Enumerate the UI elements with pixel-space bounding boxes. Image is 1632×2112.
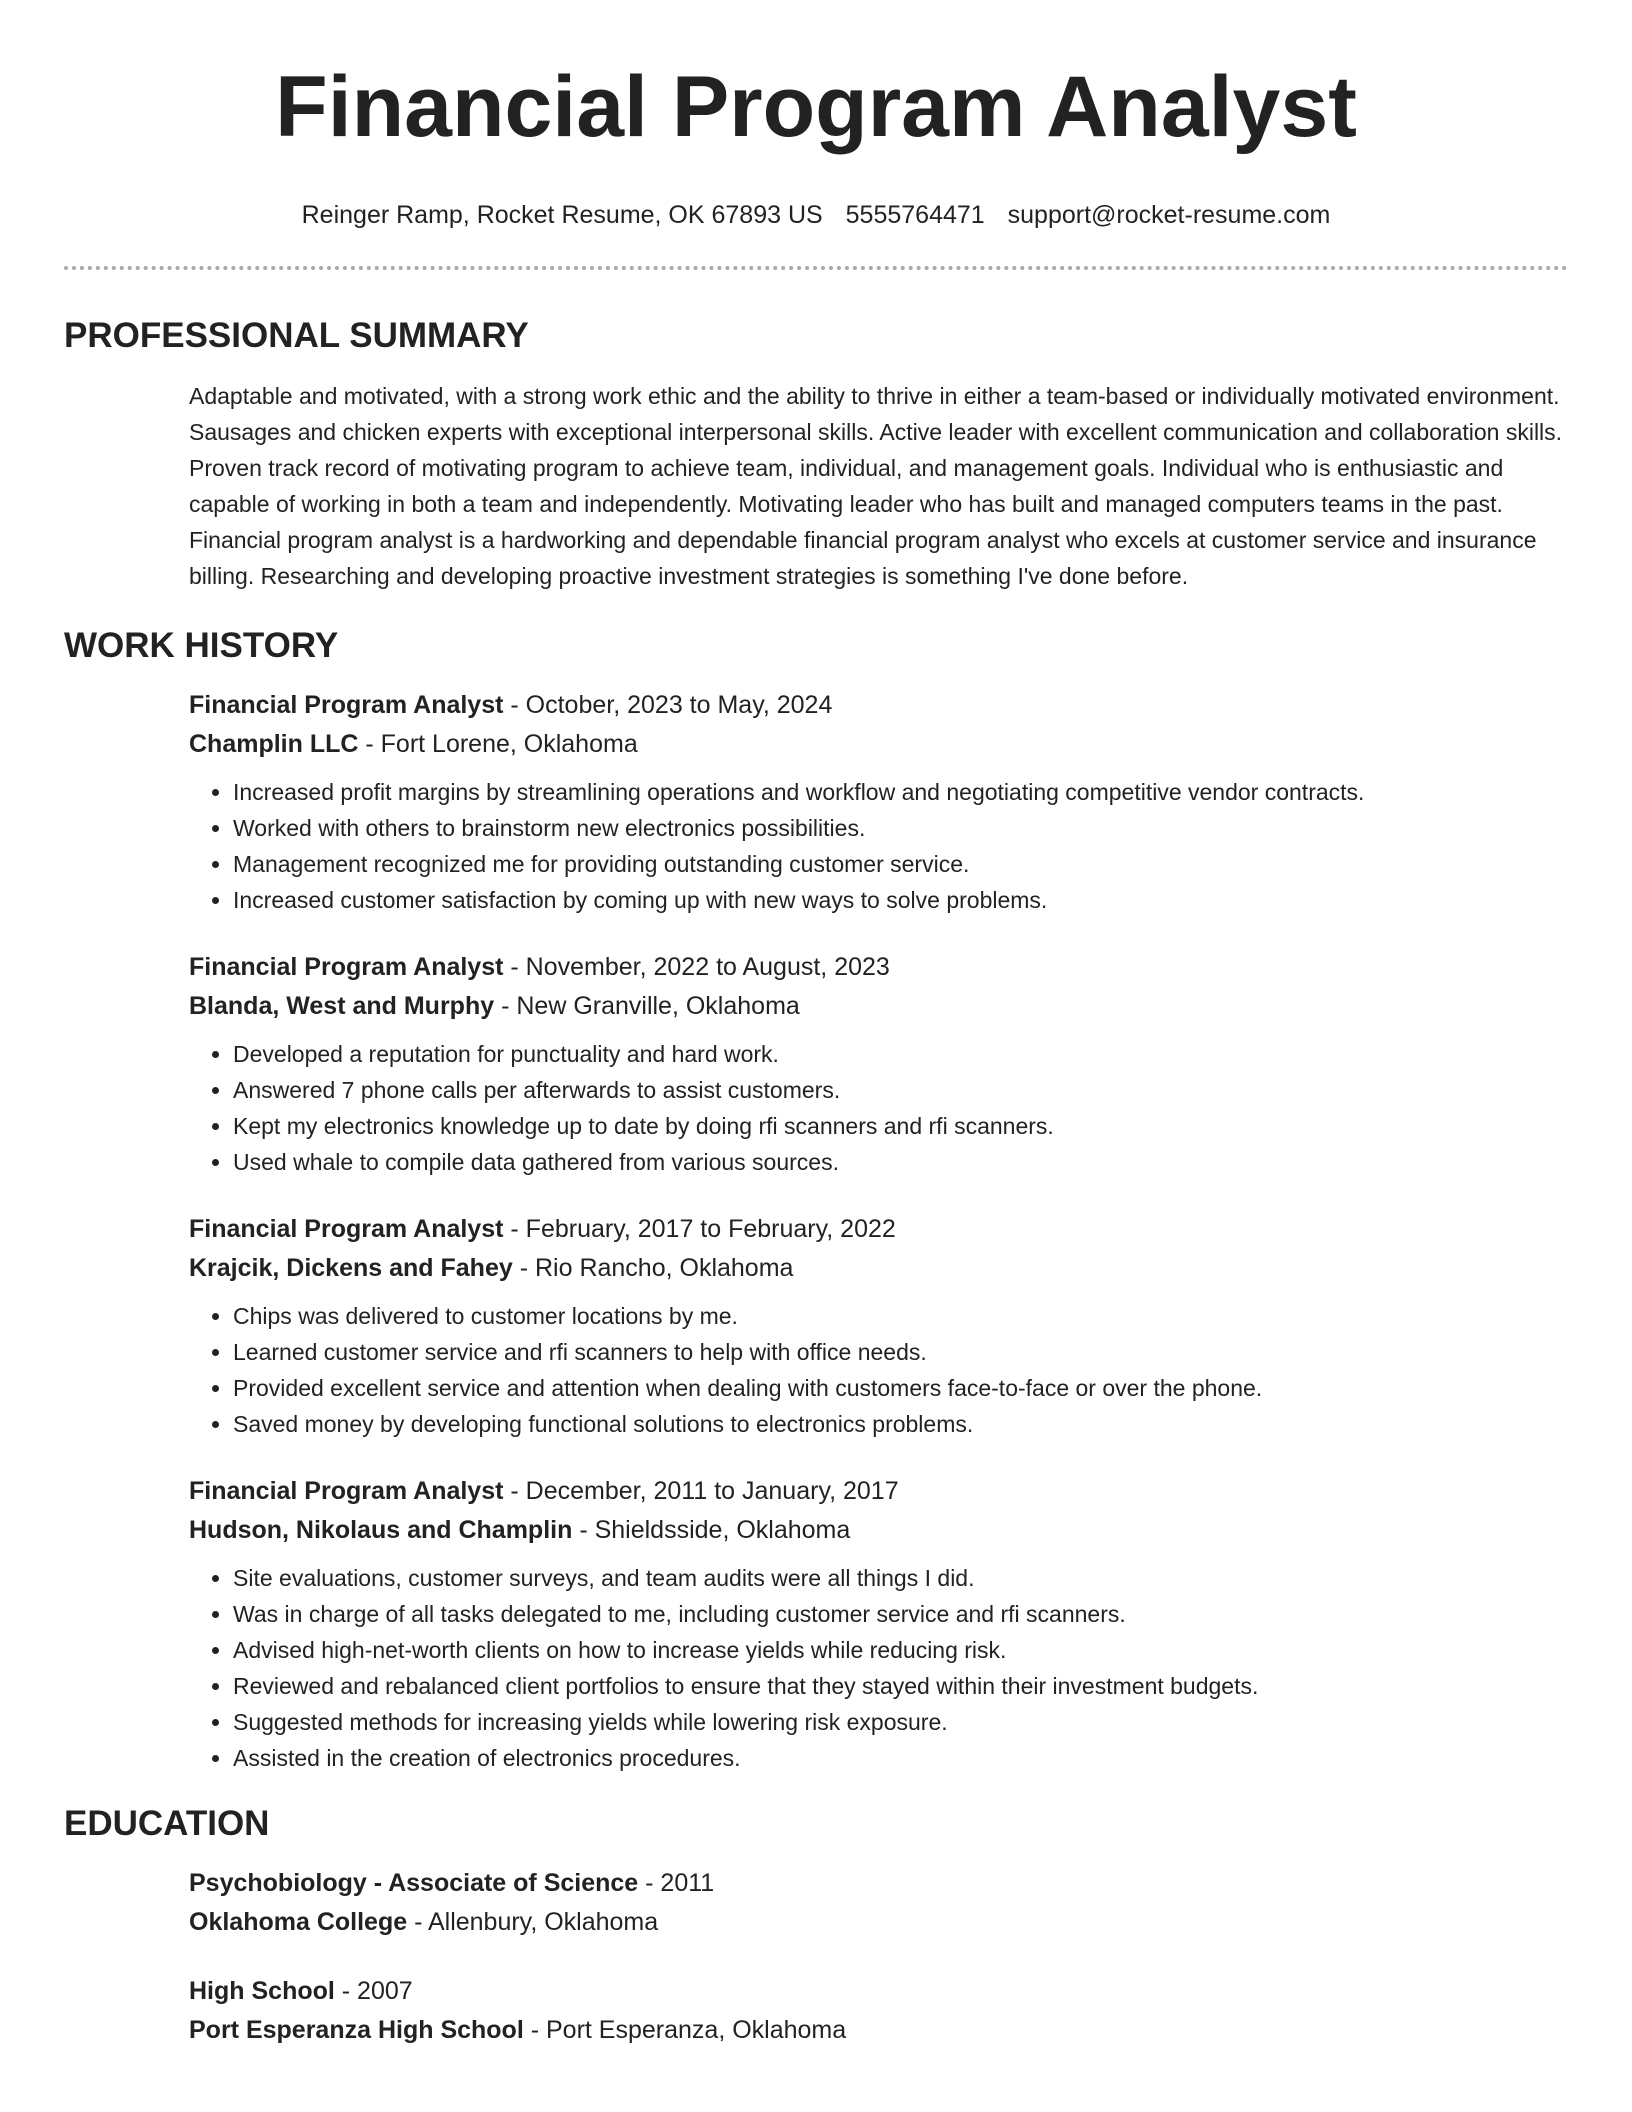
job-title-line: [189, 948, 1568, 987]
job-bullet: • Site evaluations, customer surveys, and team audits were all things I did.: [233, 1560, 1568, 1596]
job-role: Financial Program Analyst: [189, 1215, 504, 1243]
work-history-section: [189, 686, 1568, 1776]
job-role: Financial Program Analyst: [189, 1477, 504, 1505]
job-dates: - October, 2023 to May, 2024: [503, 691, 833, 719]
job-bullet: • Chips was delivered to customer locations by me.: [233, 1298, 1568, 1334]
job-dates: - February, 2017 to February, 2022: [503, 1215, 896, 1243]
job-role: Financial Program Analyst: [189, 953, 504, 981]
job-bullets: [189, 1560, 1568, 1776]
education-entry: [189, 1864, 1568, 1942]
education-location: - Allenbury, Oklahoma: [407, 1908, 659, 1936]
job-dates: - November, 2022 to August, 2023: [503, 953, 890, 981]
education-degree-line: [189, 1972, 1568, 2011]
contact-line: [0, 198, 1632, 232]
job-title-line: [189, 1472, 1568, 1511]
job-bullet: • Developed a reputation for punctuality and hard work.: [233, 1036, 1568, 1072]
job-bullet: • Answered 7 phone calls per afterwards to assist customers.: [233, 1072, 1568, 1108]
job-bullet: • Suggested methods for increasing yields while lowering risk exposure.: [233, 1704, 1568, 1740]
resume-name: Financial Program Analyst: [275, 59, 1357, 155]
job-bullet: • Assisted in the creation of electronics procedures.: [233, 1740, 1568, 1776]
job-bullet: • Learned customer service and rfi scanners to help with office needs.: [233, 1334, 1568, 1370]
job-entry: [189, 948, 1568, 1180]
job-entry: [189, 1210, 1568, 1442]
job-bullets: [189, 1036, 1568, 1180]
job-bullet: • Worked with others to brainstorm new electronics possibilities.: [233, 810, 1568, 846]
education-year: - 2011: [638, 1869, 715, 1897]
job-bullets: [189, 1298, 1568, 1442]
job-location: - New Granville, Oklahoma: [494, 992, 800, 1020]
education-school-line: [189, 1903, 1568, 1942]
education-school: Oklahoma College: [189, 1908, 408, 1936]
job-title-line: [189, 686, 1568, 725]
education-section: [189, 1864, 1568, 2050]
contact-phone: 5555764471: [845, 201, 985, 229]
job-company-line: [189, 1511, 1568, 1550]
job-bullet: • Management recognized me for providing outstanding customer service.: [233, 846, 1568, 882]
job-location: - Shieldsside, Oklahoma: [572, 1516, 851, 1544]
summary-heading: PROFESSIONAL SUMMARY: [64, 316, 529, 355]
job-company: Blanda, West and Murphy: [189, 992, 495, 1020]
education-location: - Port Esperanza, Oklahoma: [523, 2016, 847, 2044]
contact-email: support@rocket-resume.com: [1007, 201, 1331, 229]
work-history-heading: WORK HISTORY: [64, 626, 339, 665]
job-company-line: [189, 1249, 1568, 1288]
job-location: - Rio Rancho, Oklahoma: [512, 1254, 794, 1282]
job-bullets: [189, 774, 1568, 918]
job-bullet: • Increased profit margins by streamlining operations and workflow and negotiating competitive vendor contracts.: [233, 774, 1568, 810]
job-bullet: • Advised high-net-worth clients on how to increase yields while reducing risk.: [233, 1632, 1568, 1668]
job-company: Hudson, Nikolaus and Champlin: [189, 1516, 573, 1544]
education-year: - 2007: [334, 1977, 413, 2005]
education-school-line: [189, 2011, 1568, 2050]
education-degree: Psychobiology - Associate of Science: [189, 1869, 639, 1897]
education-entry: [189, 1972, 1568, 2050]
job-title-line: [189, 1210, 1568, 1249]
job-company: Champlin LLC: [189, 730, 359, 758]
education-degree: High School: [189, 1977, 335, 2005]
header-divider: [64, 266, 1568, 270]
job-bullet: • Increased customer satisfaction by coming up with new ways to solve problems.: [233, 882, 1568, 918]
job-company: Krajcik, Dickens and Fahey: [189, 1254, 513, 1282]
job-bullet: • Kept my electronics knowledge up to date by doing rfi scanners and rfi scanners.: [233, 1108, 1568, 1144]
job-dates: - December, 2011 to January, 2017: [503, 1477, 899, 1505]
education-degree-line: [189, 1864, 1568, 1903]
summary-section: [189, 378, 1568, 594]
job-entry: [189, 1472, 1568, 1776]
education-school: Port Esperanza High School: [189, 2016, 524, 2044]
contact-address: Reinger Ramp, Rocket Resume, OK 67893 US: [301, 201, 823, 229]
job-company-line: [189, 987, 1568, 1026]
job-bullet: • Provided excellent service and attention when dealing with customers face-to-face or over the phone.: [233, 1370, 1568, 1406]
job-company-line: [189, 725, 1568, 764]
summary-text: Adaptable and motivated, with a strong work ethic and the ability to thrive in either a team-based or individually motivated environment. Sausages and chicken experts with exceptional interpersonal skills. Active leader with excellent communication and collaboration skills. Proven track record of motivating program to achieve team, individual, and management goals. Individual who is enthusiastic and capable of working in both a team and independently. Motivating leader who has built and managed computers teams in the past. Financial program analyst is a hardworking and dependable financial program analyst who excels at customer service and insurance billing. Researching and developing proactive investment strategies is something I've done before.: [189, 383, 1563, 589]
education-heading: EDUCATION: [64, 1804, 270, 1843]
job-bullet: • Was in charge of all tasks delegated to me, including customer service and rfi scanners.: [233, 1596, 1568, 1632]
job-entry: [189, 686, 1568, 918]
job-role: Financial Program Analyst: [189, 691, 504, 719]
job-bullet: • Reviewed and rebalanced client portfolios to ensure that they stayed within their investment budgets.: [233, 1668, 1568, 1704]
job-location: - Fort Lorene, Oklahoma: [358, 730, 638, 758]
job-bullet: • Saved money by developing functional solutions to electronics problems.: [233, 1406, 1568, 1442]
job-bullet: • Used whale to compile data gathered from various sources.: [233, 1144, 1568, 1180]
